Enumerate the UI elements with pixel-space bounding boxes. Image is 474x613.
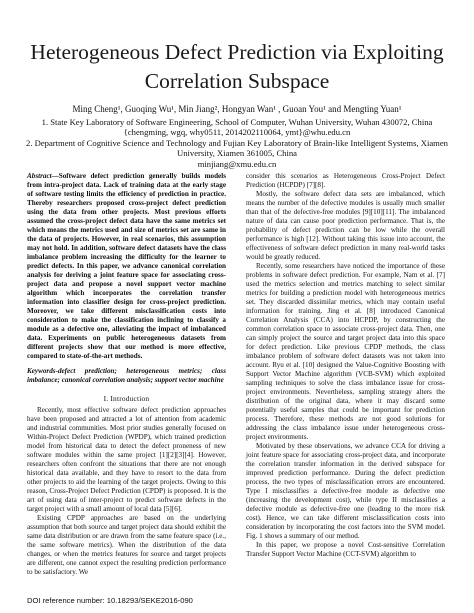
- affiliation-1: 1. State Key Laboratory of Software Engineering, School of Computer, Wuhan University, Wuhan 430072, China: [41, 116, 433, 127]
- left-column: [27, 172, 226, 577]
- keywords: Keywords-defect prediction; heterogeneous metrics; class imbalance; canonical correlation analysis; support vector machine: [27, 367, 226, 384]
- abstract-label: Abstract—: [27, 172, 59, 180]
- author-names: Ming Cheng¹, Guoqing Wu¹, Min Jiang², Hongyan Wan¹ , Guoan You¹ and Mengting Yuan¹: [72, 104, 402, 114]
- abstract: [27, 172, 226, 361]
- emails-1: {chengming, wgq, why0511, 2014202110064, ymt}@whu.edu.cn: [123, 127, 351, 138]
- right-paragraph-2: Mostly, the software defect data sets are imbalanced, which means the number of the defective modules is usually much smaller than that of the defective-free modules [9][10][11]. The imbalanced nature of data can cause poor prediction performance. That is, the probability of defect prediction can be low while the overall performance is high [12]. Without taking this issue into account, the effectiveness of software defect prediction in many real-world tasks would be greatly reduced.: [246, 190, 445, 261]
- abstract-text: Software defect prediction generally builds models from intra-project data. Lack of training data at the early stage of software testing limits the efficiency of prediction in practice. Thereby researchers proposed cross-project defect prediction using the data from other projects. Most previous efforts assumed the cross-project defect data have the same metrics set which means the metrics used and size of metrics set are same in the data of projects. However, in real scenarios, this assumption may not hold. In addition, software defect datasets have the class imbalance problem increasing the difficulty for the learner to predict defects. In this paper, we advance canonical correlation analysis for deriving a joint feature space for associating cross-project data and propose a novel support vector machine algorithm which incorporates the correlation transfer information into classifier design for cross-project prediction. Moreover, we take different misclassification costs into consideration to make the classification inclining to classify a module as a defective one, alleviating the impact of imbalanced data. Experiments on public heterogeneous datasets from different projects show that our method is more effective, compared to state-of-the-art methods.: [27, 172, 226, 360]
- intro-paragraph-2: Existing CPDP approaches are based on the underlying assumption that both source and target project data should exhibit the same data distribution or are drawn from the same feature space (i.e., the same software metrics). When the distribution of the data changes, or when the metrics features for source and target projects are different, one cannot expect the resulting prediction performance to be satisfactory. We: [27, 514, 226, 576]
- right-column: [246, 172, 445, 559]
- right-paragraph-4: Motivated by these observations, we advance CCA for driving a joint feature space for associating cross-project data, and incorporate the correlation transfer information in the derived subspace for improved prediction performance. During the defect prediction process, the two types of misclassification errors are encountered. Type I misclassifies a defective-free module as defective one (increasing the development cost), while type II misclassifies a defective module as defective-free one (leading to the more risk cost). Hence, we can take different misclassification costs into consideration by incorporating the cost factors into the SVM model. Fig. 1 shows a summary of our method.: [246, 442, 445, 540]
- section-heading-introduction: I. Introduction: [103, 394, 150, 403]
- right-paragraph-1: consider this scenarios as Heterogeneous Cross-Project Defect Prediction (HCPDP) [7][8].: [246, 172, 445, 189]
- intro-paragraph-1: Recently, most effective software defect prediction approaches have been proposed and attracted a lot of attention from academic and industrial communities. Most prior studies generally focused on Within-Project Defect Prediction (WPDP), which trained prediction model from historical data to detect the defect proneness of new software modules within the same project [1][2][3][4]. However, researchers often confront the situations that there are not enough historical data available, and they have to resort to the data from other projects to aid the learning of the target projects. Owing to this reason, Cross-Project Defect Prediction (CPDP) is proposed. It is the art of using data of inter-project to predict software defects in the target project with a small amount of local data [5][6].: [27, 406, 226, 513]
- right-paragraph-3: Recently, some researchers have noticed the importance of these problems in software defect prediction. For example, Nam et al. [7] used the metrics selection and metrics matching to select similar metrics for building a prediction model with heterogeneous metrics set. They discarded dissimilar metrics, which may contain useful information for training. Jing et al. [8] introduced Canonical Correlation Analysis (CCA) into HCPDP, by constructing the common correlation space to associate cross-project data. Then, one can simply project the source and target project data into this space for defect prediction. Like previous CPDP methods, the class imbalance problem of software defect datasets was not taken into account. Ryu et al. [10] designed the Value-Cognitive Boosting with Support Vector Machine algorithm (VCB-SVM) which exploited sampling techniques to solve the class imbalance issue for cross-project environments. Nevertheless, sampling strategy alters the distribution of the original data, where it may discard some potentially useful samples that could be important for prediction process. Therefore, these methods are not good solutions for addressing the class imbalance issue under heterogeneous cross-project environments.: [246, 262, 445, 441]
- email-2: minjiang@xmu.edu.cn: [197, 158, 277, 169]
- affiliation-2: 2. Department of Cognitive Science and Technology and Fujian Key Laboratory of Brain-like Intelligent Systems, Xiamen University, Xiamen 361005, China: [26, 137, 448, 159]
- author-block: [20, 104, 454, 170]
- paper-title: Heterogeneous Defect Prediction via Exploiting Correlation Subspace: [30, 40, 444, 93]
- right-paragraph-5: In this paper, we propose a novel Cost-sensitive Correlation Transfer Support Vector Machine (CCT-SVM) algorithm to: [246, 541, 445, 558]
- doi-reference: DOI reference number: 10.18293/SEKE2016-090: [27, 596, 193, 605]
